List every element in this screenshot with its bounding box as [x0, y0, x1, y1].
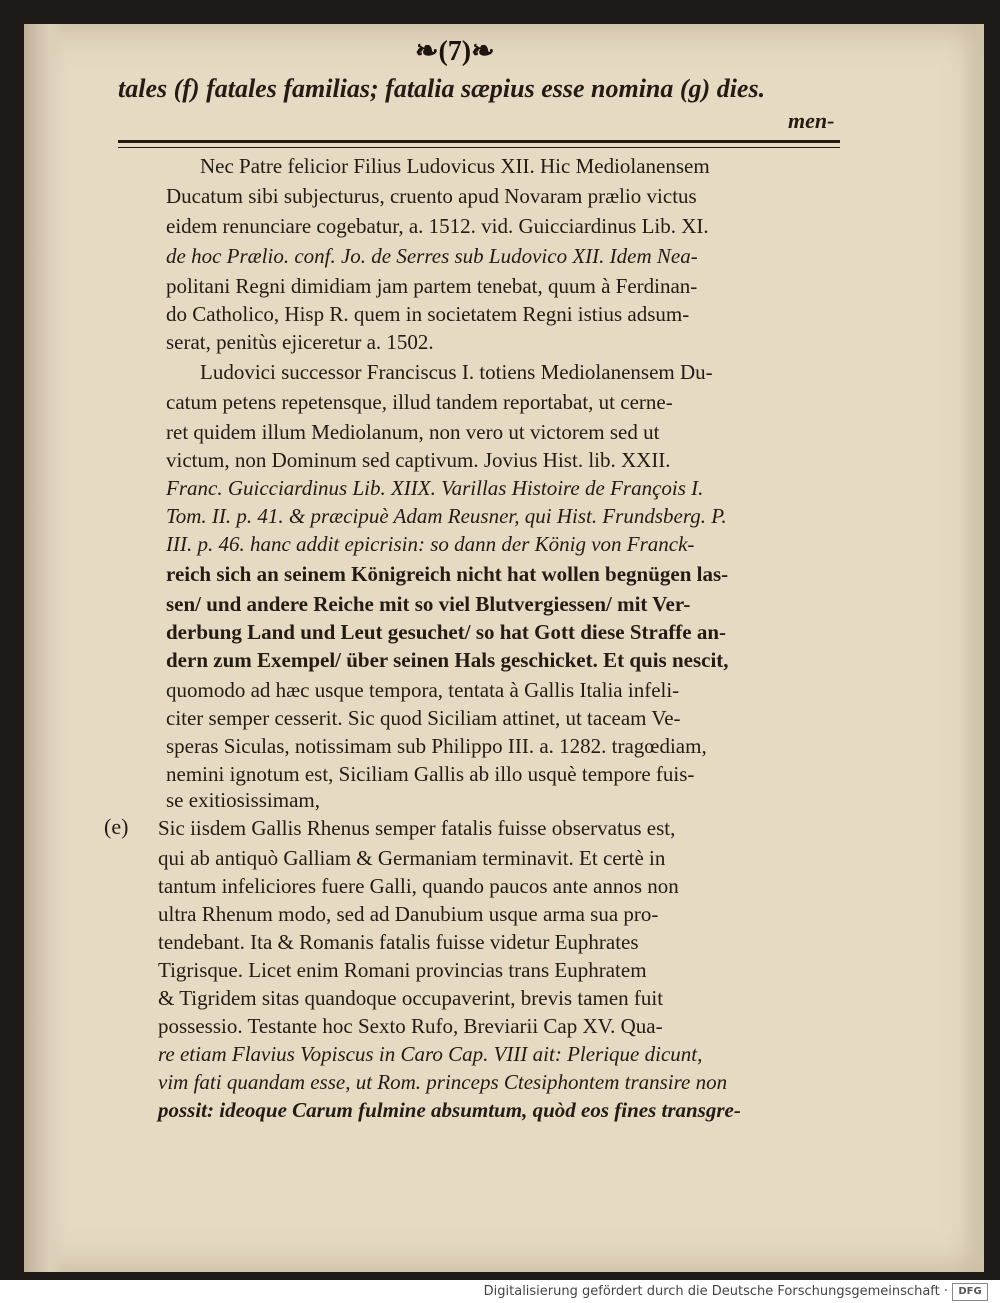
footnote-line: vim fati quandam esse, ut Rom. princeps Ctesiphontem transire non [158, 1070, 728, 1094]
footnote-line: re etiam Flavius Vopiscus in Caro Cap. VIII ait: Plerique dicunt, [158, 1042, 703, 1066]
footnote-line: tantum infeliciores fuere Galli, quando paucos ante annos non [158, 874, 679, 898]
body-line: Ludovici successor Franciscus I. totiens Mediolanensem Du- [200, 360, 713, 384]
body-line: citer semper cesserit. Sic quod Siciliam attinet, ut taceam Ve- [166, 706, 681, 730]
body-line: Nec Patre felicior Filius Ludovicus XII. Hic Mediolanensem [200, 154, 710, 178]
footnote-line: Sic iisdem Gallis Rhenus semper fatalis fuisse observatus est, [158, 816, 676, 840]
footnote-line: qui ab antiquò Galliam & Germaniam terminavit. Et certè in [158, 846, 666, 870]
footnote-line: possessio. Testante hoc Sexto Rufo, Breviarii Cap XV. Qua- [158, 1014, 663, 1038]
body-line: Ducatum sibi subjecturus, cruento apud Novaram prælio victus [166, 184, 697, 208]
body-line: sen/ und andere Reiche mit so viel Blutvergiessen/ mit Ver- [166, 592, 691, 616]
page-gutter-shadow [24, 24, 66, 1272]
body-line: Tom. II. p. 41. & præcipuè Adam Reusner, qui Hist. Frundsberg. P. [166, 504, 727, 528]
body-line: reich sich an seinem Königreich nicht hat wollen begnügen las- [166, 562, 729, 586]
page-number-header: ❧(7)❧ [415, 36, 495, 67]
footnote-line: possit: ideoque Carum fulmine absumtum, quòd eos fines transgre- [158, 1098, 741, 1122]
dfg-logo: DFG [952, 1283, 988, 1301]
body-line: politani Regni dimidiam jam partem tenebat, quum à Ferdinan- [166, 274, 698, 298]
body-line: derbung Land und Leut gesuchet/ so hat Gott diese Straffe an- [166, 620, 727, 644]
body-line: speras Siculas, notissimam sub Philippo III. a. 1282. tragœdiam, [166, 734, 707, 758]
carried-over-line: tales (f) fatales familias; fatalia sæpius esse nomina (g) dies. [118, 74, 766, 103]
body-line: quomodo ad hæc usque tempora, tentata à Gallis Italia infeli- [166, 678, 680, 702]
footnote-line: ultra Rhenum modo, sed ad Danubium usque arma sua pro- [158, 902, 659, 926]
footnote-line: tendebant. Ita & Romanis fatalis fuisse videtur Euphrates [158, 930, 639, 954]
body-line: de hoc Prælio. conf. Jo. de Serres sub Ludovico XII. Idem Nea- [166, 244, 698, 268]
page-edge-shadow [960, 24, 984, 1272]
body-line: do Catholico, Hisp R. quem in societatem Regni istius adsum- [166, 302, 690, 326]
catchword: men- [788, 108, 835, 133]
digitization-credit: Digitalisierung gefördert durch die Deutsche Forschungsgemeinschaft · [483, 1284, 948, 1299]
body-line: dern zum Exempel/ über seinen Hals geschicket. Et quis nescit, [166, 648, 729, 672]
header-rule [118, 140, 840, 148]
footnote-marker: (e) [104, 814, 129, 839]
body-line: ret quidem illum Mediolanum, non vero ut victorem sed ut [166, 420, 660, 444]
body-line: III. p. 46. hanc addit epicrisin: so dann der König von Franck- [166, 532, 695, 556]
footnote-line: Tigrisque. Licet enim Romani provincias trans Euphratem [158, 958, 647, 982]
body-line: serat, penitùs ejiceretur a. 1502. [166, 330, 434, 354]
body-line: victum, non Dominum sed captivum. Jovius Hist. lib. XXII. [166, 448, 671, 472]
body-line: catum petens repetensque, illud tandem reportabat, ut cerne- [166, 390, 673, 414]
body-line: se exitiosissimam, [166, 788, 320, 812]
body-line: nemini ignotum est, Siciliam Gallis ab illo usquè tempore fuis- [166, 762, 695, 786]
footnote-line: & Tigridem sitas quandoque occupaverint, brevis tamen fuit [158, 986, 664, 1010]
body-line: eidem renunciare cogebatur, a. 1512. vid. Guicciardinus Lib. XI. [166, 214, 709, 238]
body-line: Franc. Guicciardinus Lib. XIIX. Varillas Histoire de François I. [166, 476, 704, 500]
